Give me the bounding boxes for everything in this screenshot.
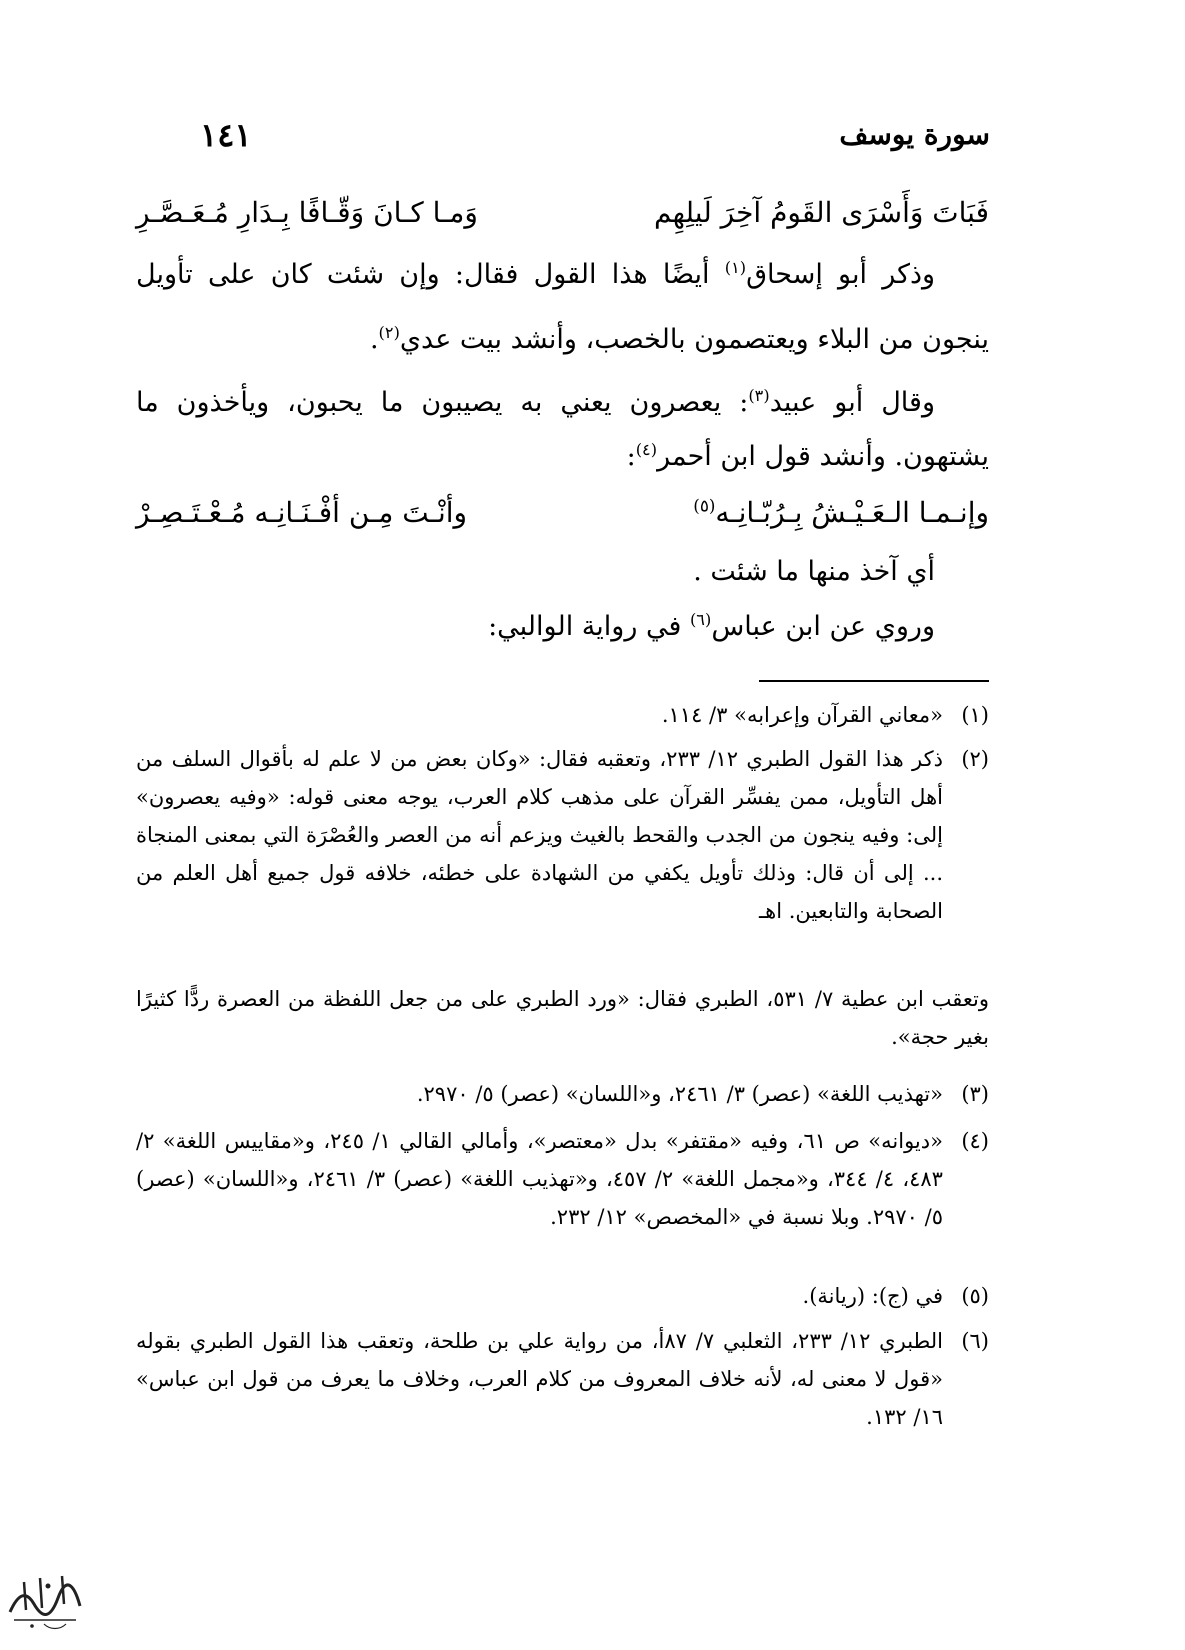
verse-hemistich-second: وَمـا كـانَ وَقّـافًا بِـدَارِ مُـعَـصَّـرِ xyxy=(136,196,478,229)
verse-hemistich-first: فَبَاتَ وَأَسْرَى القَومُ آخِرَ لَيلِهِم xyxy=(653,196,989,229)
body-line xyxy=(136,259,935,290)
footnote-text: «معاني القرآن وإعرابه» ٣/ ١١٤. xyxy=(661,703,943,727)
verse-hemistich-second: وأنْـتَ مِـن أفْـنَـانِـه مُـعْـتَـصِـرْ xyxy=(136,496,468,529)
footnote-number: (٢) xyxy=(961,747,989,771)
footnote-continuation: وتعقب ابن عطية ٧/ ٥٣١، الطبري فقال: «ورد الطبري على من جعل اللفظة من العصرة ردًّا كثيرًا بغير حجة». xyxy=(136,987,989,1049)
poetry-verse xyxy=(136,196,989,242)
body-line: أي آخذ منها ما شئت . xyxy=(693,556,935,587)
footnote-2 xyxy=(136,740,989,930)
calligraphy-logo-icon xyxy=(4,1564,84,1634)
footnote-divider xyxy=(759,680,989,682)
body-text: : يعصرون يعني به يصيبون ما يحبون، ويأخذون ما xyxy=(136,387,749,418)
body-text: وذكر أبو إسحاق xyxy=(746,259,936,290)
footnote-number: (٦) xyxy=(961,1329,989,1353)
body-text: : xyxy=(626,441,636,472)
footnote-text: ذكر هذا القول الطبري ١٢/ ٢٣٣، وتعقبه فقال: «وكان بعض من لا علم له بأقوال السلف من أهل التأويل، ممن يفسِّر القرآن على مذهب كلام العرب، يوجه معنى قوله: «وفيه يعصرون» إلى: وفيه ينجون من الجدب والقحط بالغيث ويزعم أنه من العصر والعُصْرَة التي بمعنى المنجاة ... إلى أن قال: وذلك تأويل يكفي من الشهادة على خطئه، خلافه قول جميع أهل العلم من الصحابة والتابعين. اهـ xyxy=(136,747,943,923)
body-line xyxy=(488,611,935,642)
footnote-number: (٤) xyxy=(961,1129,989,1153)
footnote-text: «تهذيب اللغة» (عصر) ٣/ ٢٤٦١، و«اللسان» (عصر) ٥/ ٢٩٧٠. xyxy=(416,1082,943,1106)
body-line xyxy=(136,387,935,418)
footnote-6 xyxy=(136,1322,989,1436)
footnote-number: (٥) xyxy=(961,1284,989,1308)
footnote-ref: (١) xyxy=(724,258,747,277)
body-text: . xyxy=(369,324,379,355)
footnote-1 xyxy=(136,696,989,734)
footnote-number: (٣) xyxy=(961,1082,989,1106)
footnote-text: الطبري ١٢/ ٢٣٣، الثعلبي ٧/ ٨٧أ، من رواية علي بن طلحة، وتعقب هذا القول الطبري بقوله «قول لا معنى له، لأنه خلاف المعروف من كلام العرب، وخلاف ما يعرف من قول ابن عباس» ١٦/ ١٣٢. xyxy=(136,1329,943,1429)
body-text: ينجون من البلاء ويعتصمون بالخصب، وأنشد بيت عدي xyxy=(399,324,989,355)
footnote-4 xyxy=(136,1122,989,1236)
body-text: وروي عن ابن عباس xyxy=(711,611,935,642)
footnote-ref: (٢) xyxy=(378,323,400,342)
footnote-3 xyxy=(136,1075,989,1113)
footnote-ref: (٤) xyxy=(635,440,658,459)
footnote-text: «ديوانه» ص ٦١، وفيه «مقتفر» بدل «معتصر»، وأمالي القالي ١/ ٢٤٥، و«مقاييس اللغة» ٢/ ٤٨٣، ٤/ ٣٤٤، و«مجمل اللغة» ٢/ ٤٥٧، و«تهذيب اللغة» (عصر) ٣/ ٢٤٦١، و«اللسان» (عصر) ٥/ ٢٩٧٠. وبلا نسبة في «المخصص» ١٢/ ٢٣٢. xyxy=(136,1129,943,1229)
body-text: أيضًا هذا القول فقال: وإن شئت كان على تأويل xyxy=(136,259,725,290)
body-text: يشتهون. وأنشد قول ابن أحمر xyxy=(657,441,989,472)
footnote-number: (١) xyxy=(961,703,989,727)
page-number: ١٤١ xyxy=(200,116,252,154)
body-line xyxy=(370,324,989,355)
body-text: في رواية الوالبي: xyxy=(488,611,690,642)
footnote-ref: (٦) xyxy=(689,610,712,629)
surah-title: سورة يوسف xyxy=(839,118,990,151)
poetry-verse xyxy=(136,496,989,542)
footnote-5 xyxy=(136,1277,989,1315)
footnote-ref: (٥) xyxy=(693,495,716,516)
footnote-text: في (ج): (ريانة). xyxy=(802,1284,943,1308)
verse-hemistich-first xyxy=(693,496,989,529)
verse-text: وإنـمـا الـعَـيْـشُ بِـرُبّـانِـه xyxy=(715,496,989,529)
body-text: وقال أبو عبيد xyxy=(769,387,935,418)
footnote-ref: (٣) xyxy=(748,386,770,405)
body-line xyxy=(627,441,989,472)
